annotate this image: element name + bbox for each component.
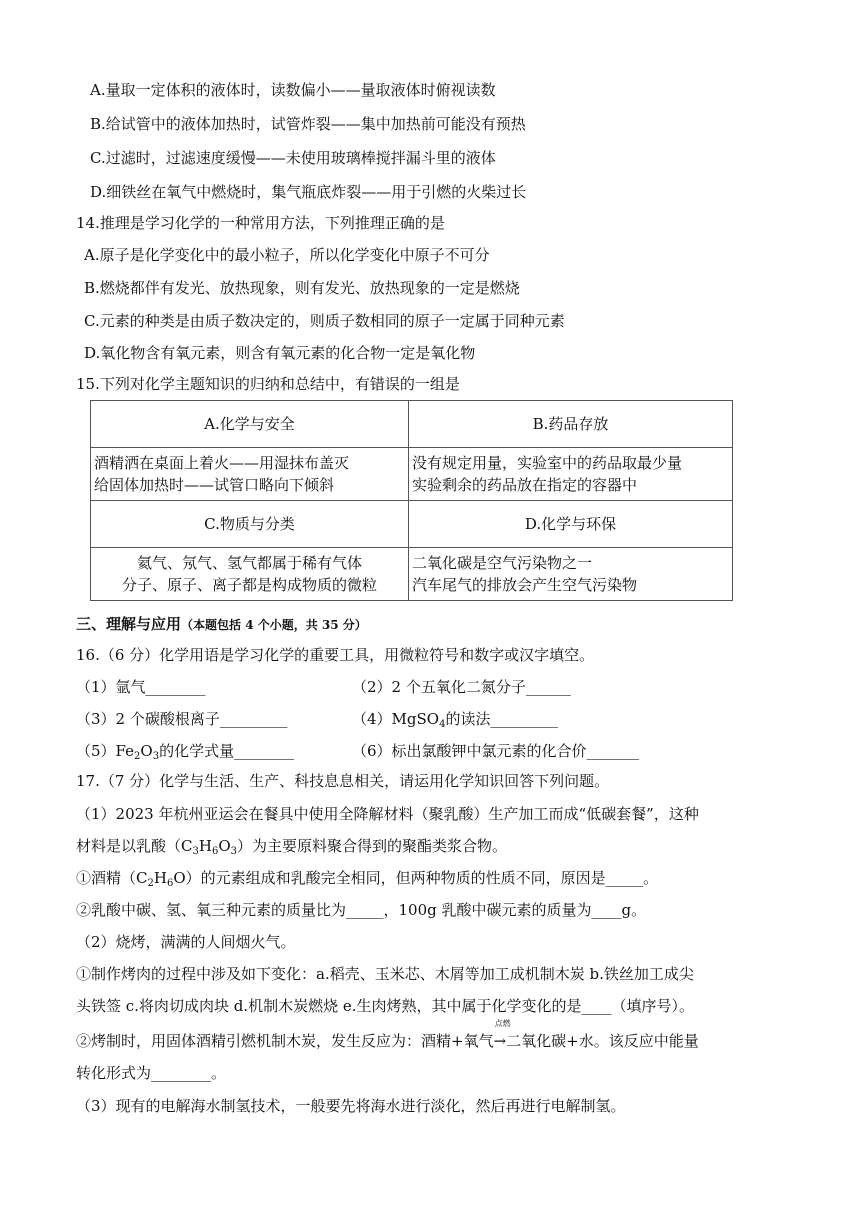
text-fragment: 材料是以乳酸（C [76,837,193,855]
subscript: 6 [211,846,219,857]
q17-c2: ②乳酸中碳、氢、氧三种元素的质量比为_____，100g 乳酸中碳元素的质量为____g。 [76,901,647,919]
q16-part-6: （6）标出氯酸钾中氯元素的化合价_______ [352,742,640,760]
text-fragment: （4）MgSO [352,710,440,728]
text-fragment: H [153,869,167,887]
q14-option-c: C.元素的种类是由质子数决定的，则质子数相同的原子一定属于同种元素 [84,312,565,330]
arrow-icon: → [493,1032,507,1050]
q14-stem: 14.推理是学习化学的一种常用方法，下列推理正确的是 [76,214,445,232]
q16-part-5 [76,741,294,761]
q14-option-a: A.原子是化学变化中的最小粒子，所以化学变化中原子不可分 [84,246,490,264]
q15-stem: 15.下列对化学主题知识的归纳和总结中，有错误的一组是 [76,375,460,393]
text-fragment: O [140,742,153,760]
table-cell-d-head: D.化学与环保 [409,501,733,548]
subscript: 4 [439,719,446,730]
subscript: 2 [147,878,154,889]
text-fragment: O）的元素组成和乳酸完全相同，但两种物质的性质不同，原因是_____。 [173,869,659,887]
q15-table [90,400,733,601]
q16-part-3: （3）2 个碳酸根离子_________ [76,710,288,728]
subscript: 3 [230,846,238,857]
q14-option-b: B.燃烧都伴有发光、放热现象，则有发光、放热现象的一定是燃烧 [84,279,520,297]
subscript: 3 [192,846,199,857]
table-cell-b-head: B.药品存放 [409,401,733,448]
table-line: 给固体加热时——试管口略向下倾斜 [94,476,335,494]
subscript: 2 [134,751,141,762]
text-fragment: 二氧化碳+水。该反应中能量 [506,1032,699,1050]
text-fragment: O [218,837,231,855]
q17-s2: （2）烧烤，满满的人间烟火气。 [76,933,296,951]
q13-option-a: A.量取一定体积的液体时，读数偏小——量取液体时俯视读数 [90,81,496,99]
text-fragment: ）为主要原料聚合得到的聚酯类浆合物。 [237,837,508,855]
q17-s1-line2 [76,836,507,856]
subscript: 3 [152,751,160,762]
table-line: 没有规定用量，实验室中的药品取最少量 [412,454,683,472]
table-line: 氦气、氖气、氢气都属于稀有气体 [136,554,362,572]
subscript: 6 [166,878,174,889]
reaction-arrow [493,1019,511,1051]
q17-stem: 17.（7 分）化学与生活、生产、科技息息相关，请运用化学知识回答下列问题。 [76,772,610,790]
text-fragment: 的读法_________ [445,710,558,728]
q17-c3-line1: ①制作烤肉的过程中涉及如下变化：a.稻壳、玉米芯、木屑等加工成机制木炭 b.铁丝加工成尖 [76,965,694,983]
text-fragment: H [198,837,212,855]
text-fragment: 的化学式量________ [159,742,295,760]
table-cell-d-body [409,548,733,601]
table-cell-a-body [91,448,409,501]
text-fragment: （5）Fe [76,742,135,760]
table-cell-b-body [409,448,733,501]
q16-part-1: （1）氩气________ [76,678,206,696]
table-line: 实验剩余的药品放在指定的容器中 [412,476,638,494]
table-cell-a-head: A.化学与安全 [91,401,409,448]
q16-part-2: （2）2 个五氧化二氮分子______ [352,678,571,696]
q17-c4-line1 [76,1019,699,1051]
table-line: 分子、原子、离子都是构成物质的微粒 [121,576,377,594]
q13-option-d: D.细铁丝在氧气中燃烧时，集气瓶底炸裂——用于引燃的火柴过长 [90,183,527,201]
text-fragment: ①酒精（C [76,869,148,887]
q17-s1-line1: （1）2023 年杭州亚运会在餐具中使用全降解材料（聚乳酸）生产加工而成“低碳套餐”，这种 [76,805,699,823]
q16-stem: 16.（6 分）化学用语是学习化学的重要工具，用微粒符号和数字或汉字填空。 [76,646,595,664]
reaction-condition: 点燃 [494,1019,511,1028]
q17-s3: （3）现有的电解海水制氢技术，一般要先将海水进行淡化，然后再进行电解制氢。 [76,1097,626,1115]
q13-option-b: B.给试管中的液体加热时，试管炸裂——集中加热前可能没有预热 [90,115,526,133]
section-title-text: 三、理解与应用 [76,615,182,633]
q13-option-c: C.过滤时，过滤速度缓慢——未使用玻璃棒搅拌漏斗里的液体 [90,149,496,167]
q14-option-d: D.氧化物含有氧元素，则含有氧元素的化合物一定是氧化物 [84,344,476,362]
q17-c4-line2: 转化形式为________。 [76,1064,227,1082]
table-cell-c-head: C.物质与分类 [91,501,409,548]
table-line: 二氧化碳是空气污染物之一 [412,554,593,572]
table-line: 汽车尾气的排放会产生空气污染物 [412,576,638,594]
table-cell-c-body [91,548,409,601]
q16-part-4 [352,709,558,729]
section-title [76,614,367,635]
text-fragment: ②烤制时，用固体酒精引燃机制木炭，发生反应为：酒精+氧气 [76,1032,494,1050]
section-note: （本题包括 4 个小题，共 35 分） [181,618,367,632]
table-line: 酒精洒在桌面上着火——用湿抹布盖灭 [94,454,350,472]
q17-c3-line2: 头铁签 c.将肉切成肉块 d.机制木炭燃烧 e.生肉烤熟，其中属于化学变化的是____（填序号）。 [76,997,694,1015]
q17-c1 [76,868,658,888]
